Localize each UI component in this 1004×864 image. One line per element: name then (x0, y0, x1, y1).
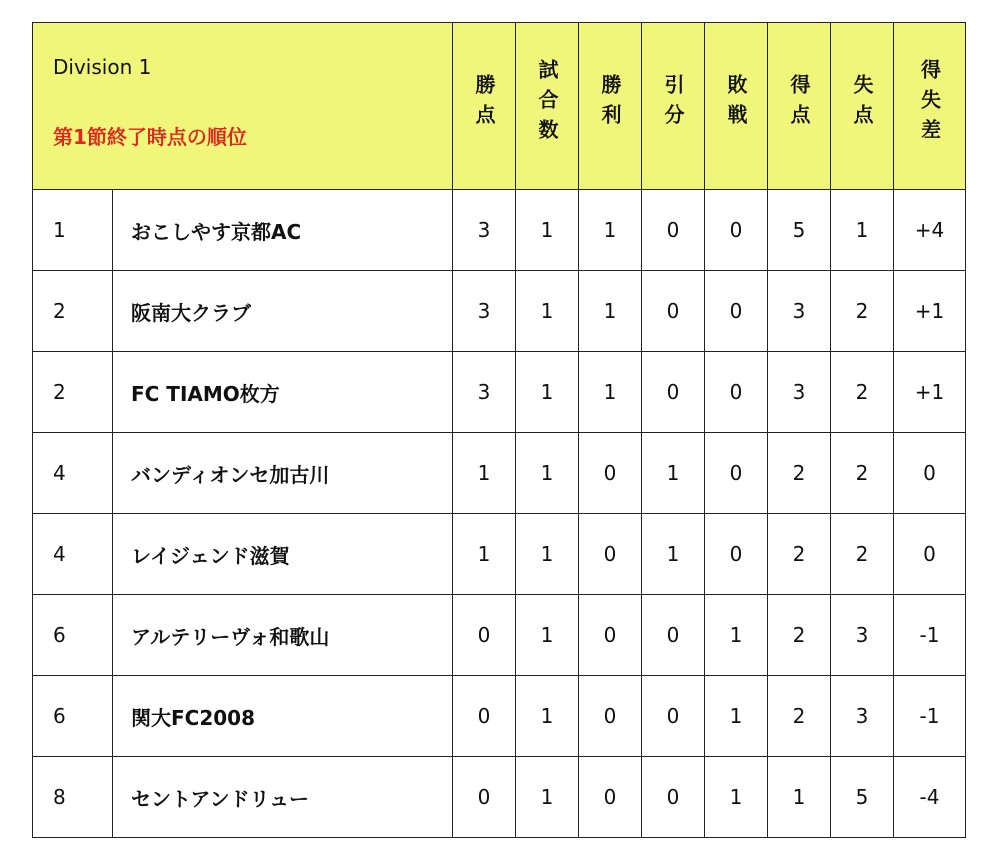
col-header: 勝利 (579, 23, 642, 190)
stat-cell: 0 (642, 271, 705, 352)
table-title-cell (33, 23, 453, 190)
stat-cell: 2 (768, 595, 831, 676)
stat-cell: 1 (516, 271, 579, 352)
stat-cell: 3 (453, 271, 516, 352)
stat-cell: 1 (453, 514, 516, 595)
stat-cell: -4 (894, 757, 966, 838)
stat-cell: 0 (705, 352, 768, 433)
stat-cell: 3 (768, 271, 831, 352)
stat-cell: 3 (768, 352, 831, 433)
standings-table (32, 22, 966, 838)
team-name-cell: バンディオンセ加古川 (113, 433, 453, 514)
rank-cell: 4 (33, 514, 113, 595)
col-header: 失点 (831, 23, 894, 190)
stat-cell: 0 (642, 595, 705, 676)
rank-cell: 2 (33, 271, 113, 352)
stat-cell: 0 (579, 514, 642, 595)
stat-cell: 0 (579, 433, 642, 514)
stat-cell: 1 (642, 514, 705, 595)
stat-cell: 0 (579, 595, 642, 676)
stat-cell: 3 (453, 190, 516, 271)
rank-cell: 6 (33, 595, 113, 676)
col-header: 得失差 (894, 23, 966, 190)
stat-cell: 0 (705, 190, 768, 271)
stat-cell: 2 (831, 514, 894, 595)
stat-cell: 0 (705, 271, 768, 352)
col-header: 得点 (768, 23, 831, 190)
stat-cell: 1 (768, 757, 831, 838)
rank-cell: 1 (33, 190, 113, 271)
team-name-cell: 阪南大クラブ (113, 271, 453, 352)
col-header: 敗戦 (705, 23, 768, 190)
stat-cell: 1 (516, 757, 579, 838)
division-label: Division 1 (53, 55, 152, 79)
stat-cell: 1 (516, 433, 579, 514)
team-name-cell: レイジェンド滋賀 (113, 514, 453, 595)
stat-cell: 1 (516, 595, 579, 676)
stat-cell: 2 (831, 352, 894, 433)
standings-body (33, 190, 966, 838)
stat-cell: 1 (516, 352, 579, 433)
stat-cell: 1 (516, 190, 579, 271)
table-row (33, 433, 966, 514)
col-header: 勝点 (453, 23, 516, 190)
stat-cell: 0 (642, 757, 705, 838)
stat-cell: +1 (894, 271, 966, 352)
table-row (33, 514, 966, 595)
stat-cell: +1 (894, 352, 966, 433)
stat-cell: 0 (894, 433, 966, 514)
stat-cell: 3 (831, 595, 894, 676)
stat-cell: 2 (768, 676, 831, 757)
standings-subtitle: 第1節終了時点の順位 (53, 125, 247, 149)
stat-cell: +4 (894, 190, 966, 271)
team-name-cell: 関大FC2008 (113, 676, 453, 757)
stat-cell: -1 (894, 595, 966, 676)
stat-cell: 0 (453, 757, 516, 838)
stat-cell: 2 (768, 433, 831, 514)
stat-cell: 3 (453, 352, 516, 433)
table-row (33, 757, 966, 838)
rank-cell: 6 (33, 676, 113, 757)
stat-cell: 1 (579, 271, 642, 352)
table-row (33, 271, 966, 352)
rank-cell: 2 (33, 352, 113, 433)
table-row (33, 676, 966, 757)
table-row (33, 190, 966, 271)
stat-cell: 1 (642, 433, 705, 514)
stat-cell: 1 (705, 757, 768, 838)
stat-cell: 1 (705, 595, 768, 676)
stat-cell: 5 (768, 190, 831, 271)
stat-cell: 0 (642, 352, 705, 433)
stat-cell: 5 (831, 757, 894, 838)
table-row (33, 595, 966, 676)
team-name-cell: おこしやす京都AC (113, 190, 453, 271)
team-name-cell: アルテリーヴォ和歌山 (113, 595, 453, 676)
team-name-cell: セントアンドリュー (113, 757, 453, 838)
stat-cell: 0 (453, 595, 516, 676)
stat-cell: 2 (831, 271, 894, 352)
stat-cell: 0 (705, 514, 768, 595)
stat-cell: 1 (516, 514, 579, 595)
stat-cell: 1 (831, 190, 894, 271)
stat-cell: 2 (768, 514, 831, 595)
stat-cell: 1 (516, 676, 579, 757)
stat-cell: 0 (705, 433, 768, 514)
stat-cell: 1 (705, 676, 768, 757)
stat-cell: 0 (579, 676, 642, 757)
stat-cell: 0 (894, 514, 966, 595)
stat-cell: 0 (579, 757, 642, 838)
col-header: 試合数 (516, 23, 579, 190)
stat-cell: 1 (579, 352, 642, 433)
stat-cell: 0 (642, 190, 705, 271)
stat-cell: 2 (831, 433, 894, 514)
col-header: 引分 (642, 23, 705, 190)
team-name-cell: FC TIAMO枚方 (113, 352, 453, 433)
stat-cell: 0 (642, 676, 705, 757)
table-row (33, 352, 966, 433)
stat-cell: -1 (894, 676, 966, 757)
stat-cell: 1 (453, 433, 516, 514)
rank-cell: 8 (33, 757, 113, 838)
stat-cell: 3 (831, 676, 894, 757)
stat-cell: 1 (579, 190, 642, 271)
stat-cell: 0 (453, 676, 516, 757)
rank-cell: 4 (33, 433, 113, 514)
header-row (33, 23, 966, 190)
